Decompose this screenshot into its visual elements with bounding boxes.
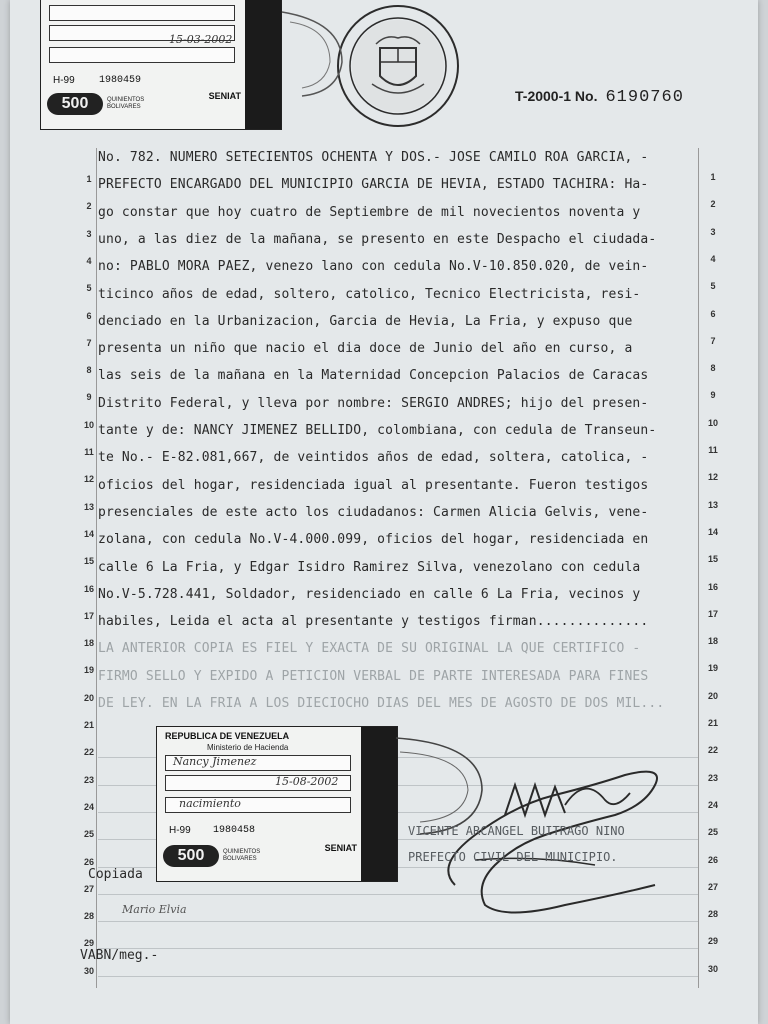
line-number-right: 29 xyxy=(707,936,718,947)
certificate-line: FIRMO SELLO Y EXPIDO A PETICION VERBAL DE PARTE INTERESADA PARA FINES xyxy=(98,668,649,684)
line-number-right: 25 xyxy=(707,827,718,838)
line-number-left: 8 xyxy=(86,365,92,376)
line-number-left: 5 xyxy=(86,283,92,294)
line-number-right: 2 xyxy=(710,199,716,210)
stamp-currency-2: BOLIVARES xyxy=(107,104,141,110)
line-number-right: 26 xyxy=(707,854,718,865)
certificate-line: No. 782. NUMERO SETECIENTOS OCHENTA Y DOS.- JOSE CAMILO ROA GARCIA, - xyxy=(98,150,649,165)
initials: VABN/meg.- xyxy=(80,948,159,963)
blank-line-rule xyxy=(98,948,698,949)
document-sheet xyxy=(10,0,758,1024)
line-number-right: 16 xyxy=(707,581,718,592)
stamp-currency-1: QUINIENTOS xyxy=(107,97,145,103)
handwritten-note: Mario Elvia xyxy=(122,903,187,916)
stamp-date: 15-03-2002 xyxy=(169,33,233,46)
form-number-value: 6190760 xyxy=(605,88,684,107)
line-number-right: 20 xyxy=(707,690,718,701)
certificate-line: uno, a las diez de la mañana, se presento en este Despacho el ciudada- xyxy=(98,231,657,247)
line-number-right: 6 xyxy=(710,308,716,319)
lower-stamp-value: 500 xyxy=(163,845,219,867)
lower-stamp-date: 15-08-2002 xyxy=(275,775,339,788)
official-seal xyxy=(336,4,460,128)
line-number-right: 24 xyxy=(707,799,718,810)
line-number-right: 5 xyxy=(710,281,716,292)
line-number-right: 27 xyxy=(707,881,718,892)
line-number-right: 8 xyxy=(710,363,716,374)
header-fiscal-stamp xyxy=(40,0,282,130)
line-number-right: 4 xyxy=(710,253,716,264)
line-number-right: 17 xyxy=(707,608,718,619)
stamp-series: H-99 xyxy=(53,75,75,86)
line-number-left: 16 xyxy=(83,583,94,594)
certificate-line: las seis de la mañana en la Maternidad Concepcion Palacios de Caracas xyxy=(98,368,649,384)
line-number-right: 10 xyxy=(707,417,718,428)
partial-seal-graphic xyxy=(272,2,348,98)
certificate-line: PREFECTO ENCARGADO DEL MUNICIPIO GARCIA DE HEVIA, ESTADO TACHIRA: Ha- xyxy=(98,177,649,193)
line-number-left: 3 xyxy=(86,228,92,239)
lower-stamp-agency: SENIAT xyxy=(324,843,357,853)
lower-fiscal-stamp xyxy=(156,726,398,882)
certificate-line: Distrito Federal, y lleva por nombre: SERGIO ANDRES; hijo del presen- xyxy=(98,395,649,411)
certificate-line: habiles, Leida el acta al presentante y testigos firman.............. xyxy=(98,614,649,630)
line-number-left: 19 xyxy=(83,665,94,676)
certificate-line: LA ANTERIOR COPIA ES FIEL Y EXACTA DE SU ORIGINAL LA QUE CERTIFICO - xyxy=(98,641,641,657)
stamp-value: 500 xyxy=(47,93,103,115)
line-number-right: 30 xyxy=(707,963,718,974)
line-number-right: 13 xyxy=(707,499,718,510)
blank-line-rule xyxy=(98,976,698,977)
certificate-line: No.V-5.728.441, Soldador, residenciado en calle 6 La Fria, vecinos y xyxy=(98,586,641,602)
form-number xyxy=(515,88,684,107)
line-number-left: 1 xyxy=(86,174,92,184)
line-number-left: 11 xyxy=(84,447,94,457)
line-number-right: 9 xyxy=(710,390,716,401)
left-margin-rule xyxy=(96,148,97,988)
line-number-left: 12 xyxy=(83,474,94,485)
stamp-serial: 1980459 xyxy=(99,75,142,86)
line-number-left: 29 xyxy=(83,938,94,949)
line-number-left: 18 xyxy=(83,638,94,649)
line-number-left: 28 xyxy=(83,911,94,922)
line-number-left: 6 xyxy=(86,310,92,321)
line-number-left: 27 xyxy=(83,883,94,894)
certificate-line: ticinco años de edad, soltero, catolico, Tecnico Electricista, resi- xyxy=(98,286,641,302)
line-number-left: 4 xyxy=(86,255,92,266)
line-number-left: 30 xyxy=(83,965,94,976)
certificate-line: te No.- E-82.081,667, de veintidos años de edad, soltera, catolica, - xyxy=(98,450,649,466)
line-number-right: 23 xyxy=(707,772,718,783)
line-number-right: 28 xyxy=(707,909,718,920)
lower-stamp-republic: REPUBLICA DE VENEZUELA xyxy=(165,731,290,741)
certificate-line: no: PABLO MORA PAEZ, venezo lano con cedula No.V-10.850.020, de vein- xyxy=(98,259,649,275)
line-number-left: 15 xyxy=(83,556,94,567)
line-number-right: 15 xyxy=(707,554,718,565)
line-number-left: 13 xyxy=(83,501,94,512)
line-number-right: 14 xyxy=(707,526,718,537)
seal-graphic xyxy=(336,4,460,128)
lower-stamp-serial: 1980458 xyxy=(213,825,256,836)
line-number-right: 1 xyxy=(710,172,716,182)
signatory-title: PREFECTO CIVIL DEL MUNICIPIO. xyxy=(408,850,618,864)
line-number-left: 7 xyxy=(86,337,92,348)
certificate-line: oficios del hogar, residenciada igual al presentante. Fueron testigos xyxy=(98,477,649,493)
line-number-right: 18 xyxy=(707,636,718,647)
certificate-line: calle 6 La Fria, y Edgar Isidro Ramirez Silva, venezolano con cedula xyxy=(98,559,641,575)
line-number-left: 14 xyxy=(83,528,94,539)
line-number-right: 3 xyxy=(710,226,716,237)
lower-stamp-purpose: nacimiento xyxy=(179,797,241,810)
prefecture-seal-partial xyxy=(272,2,348,98)
line-number-right: 22 xyxy=(707,745,718,756)
line-number-left: 20 xyxy=(83,692,94,703)
line-number-left: 22 xyxy=(83,747,94,758)
certificate-line: presenciales de este acto los ciudadanos: Carmen Alicia Gelvis, vene- xyxy=(98,504,649,520)
line-number-right: 7 xyxy=(710,335,716,346)
signature-block xyxy=(408,818,625,870)
line-number-right: 11 xyxy=(708,445,718,455)
signatory-name: VICENTE ARCANGEL BUITRAGO NINO xyxy=(408,824,625,838)
lower-stamp-series: H-99 xyxy=(169,825,191,836)
certificate-line: presenta un niño que nacio el dia doce de Junio del año en curso, a xyxy=(98,341,633,357)
line-number-right: 19 xyxy=(707,663,718,674)
lower-stamp-currency-2: BOLIVARES xyxy=(223,856,257,862)
line-number-left: 2 xyxy=(86,201,92,212)
certificate-line: go constar que hoy cuatro de Septiembre de mil novecientos noventa y xyxy=(98,204,641,220)
copiada-label: Copiada xyxy=(88,867,143,882)
line-number-left: 17 xyxy=(83,610,94,621)
line-number-left: 23 xyxy=(83,774,94,785)
line-number-left: 10 xyxy=(83,419,94,430)
certificate-line: zolana, con cedula No.V-4.000.099, oficios del hogar, residenciada en xyxy=(98,532,649,548)
certificate-line: tante y de: NANCY JIMENEZ BELLIDO, colombiana, con cedula de Transeun- xyxy=(98,423,657,438)
line-number-right: 21 xyxy=(707,718,718,728)
lower-stamp-ministry: Ministerio de Hacienda xyxy=(207,743,289,752)
lower-stamp-name: Nancy Jimenez xyxy=(173,755,257,768)
certificate-line: denciado en la Urbanizacion, Garcia de Hevia, La Fria, y expuso que xyxy=(98,313,633,329)
lower-stamp-currency-1: QUINIENTOS xyxy=(223,849,261,855)
line-number-right: 12 xyxy=(707,472,718,483)
line-number-left: 9 xyxy=(86,392,92,403)
line-number-left: 21 xyxy=(83,720,94,730)
line-number-left: 25 xyxy=(83,829,94,840)
line-number-left: 26 xyxy=(83,856,94,867)
line-number-left: 24 xyxy=(83,801,94,812)
form-number-label: T-2000-1 No. xyxy=(515,88,598,104)
stamp-agency: SENIAT xyxy=(208,91,241,101)
certificate-line: DE LEY. EN LA FRIA A LOS DIECIOCHO DIAS DEL MES DE AGOSTO DE DOS MIL... xyxy=(98,696,665,711)
